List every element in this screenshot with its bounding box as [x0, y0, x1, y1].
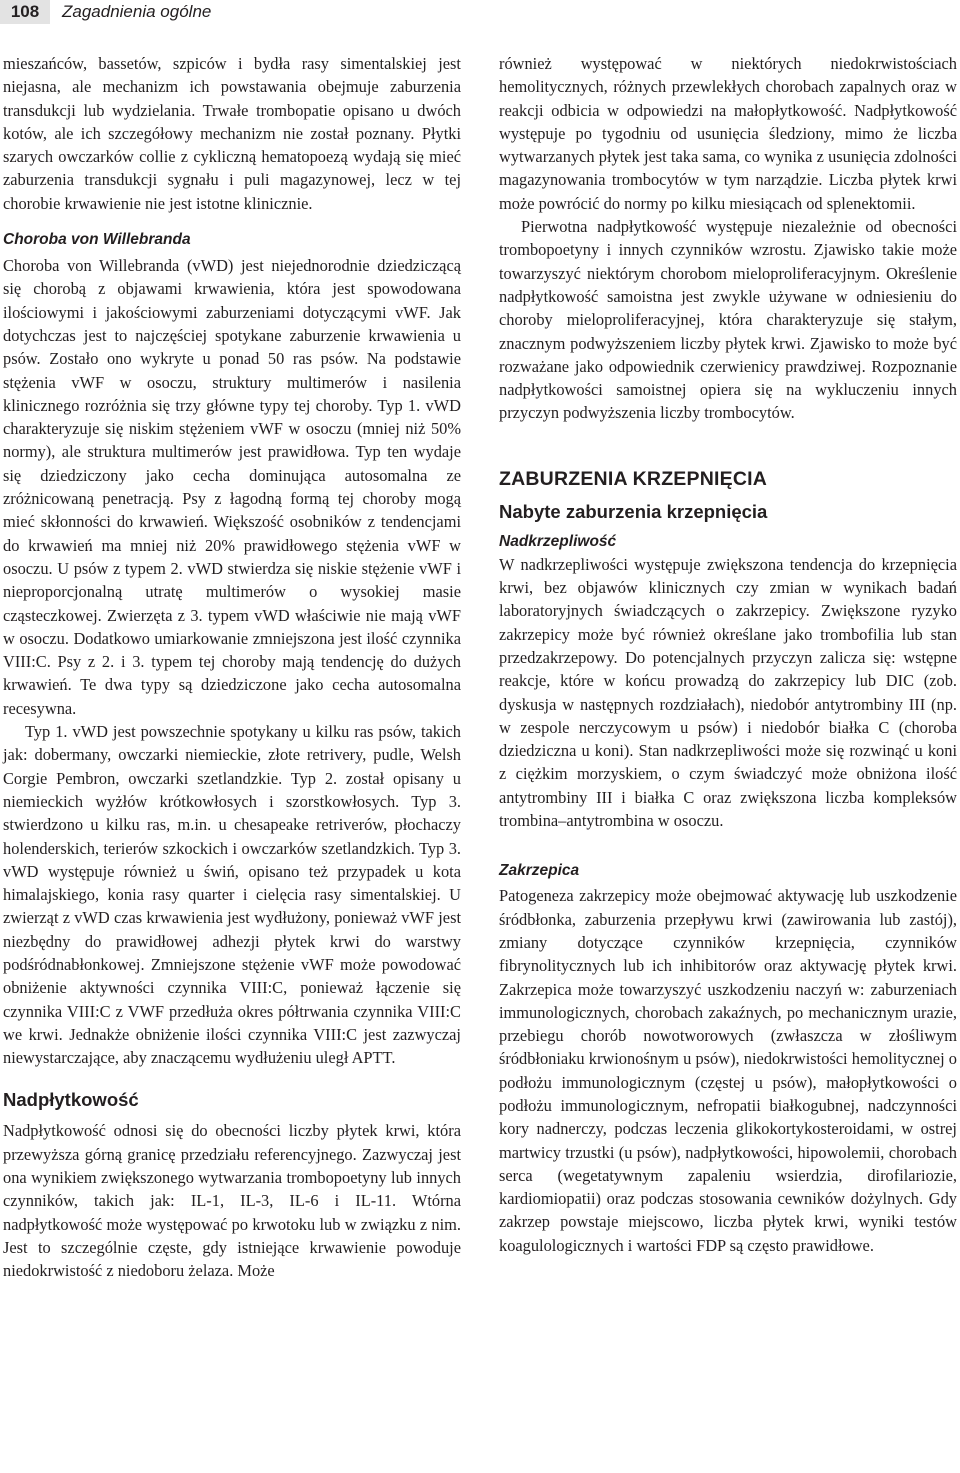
section-heading-nadplytkowosc: Nadpłytkowość — [3, 1089, 139, 1111]
paragraph: Patogeneza zakrzepicy może obejmować aktywację lub uszkodzenie śródbłonka, zaburzenia przepływu krwi (zawirowania lub zastój), zmiany dotyczące czynników krzepnięcia, czynników fibrynolitycznych lub ich inhibitorów oraz aktywację płytek krwi. Zakrzepica może towarzyszyć uszkodzeniu naczyń w: zaburzeniach immunologicznych, chorobach zakaźnych, po mechanicznym urazie, przebiegu chorób nowotworowych (zwłaszcza w złośliwym śródbłoniaku krwionośnym u psów), niedokrwistości hemolitycznej o podłożu immunologicznym (częstej u psów), małopłytkowości o podłożu immunologicznym, nefropatii białkogubnej, nadczynności kory nadnerczy, podczas leczenia glikokortykosteroidami, w ostrej martwicy trzustki (u psów), nadpłytkowości, hipowolemii, chorobach serca (wegetatywnym zapaleniu wsierdzia, dirofilariozie, kardiomiopatii) oraz podczas stosowania cewników dożylnych. Gdy zakrzep powstaje miejscowo, liczba płytek krwi, wyniki testów koagulologicznych i wartości FDP są często prawidłowe. — [499, 886, 957, 1255]
left-column — [3, 52, 461, 1283]
paragraph: mieszańców, bassetów, szpiców i bydła rasy simentalskiej jest niejasna, ale mechanizm ich powstawania obejmuje zaburzenia transdukcji lub wydzielania. Trwałe trombopatie opisano u dwóch kotów, ale ich szczegółowy mechanizm nie został poznany. Płytki szarych owczarków collie z cykliczną hematopoezą wydają się mieć zaburzenia transdukcji sygnału i puli magazynowej, lecz w tej chorobie krwawienie nie jest istotne klinicznie. — [3, 54, 461, 213]
section-heading-vwd: Choroba von Willebranda — [3, 231, 191, 249]
section-heading-nadkrzepliwosc: Nadkrzepliwość — [499, 532, 617, 550]
paragraph: Choroba von Willebranda (vWD) jest niejednorodnie dziedziczącą się chorobą z objawami krwawienia, która jest spowodowana ilościowymi i jakościowymi zaburzeniami dotyczącymi vWF. Jak dotychczas jest to najczęściej spotykane zaburzenie krwawienia u psów. Zostało ono wykryte u ponad 50 ras psów. Na podstawie stężenia vWF w osoczu, struktury multimerów i nasilenia klinicznego rozróżnia się trzy główne typy tej choroby. Typ 1. vWD charakteryzuje się niskim stężeniem vWF w osoczu (mniej niż 50% normy), ale struktura multimerów jest prawidłowa. Typ ten wydaje się dziedziczony jako cecha dominująca autosomalna ze zróżnicowaną penetracją. Psy z łagodną formą tej choroby mogą mieć skłonności do krwawień. Większość osobników z tendencjami do krwawień ma mniej niż 20% prawidłowego stężenia vWF w osoczu. U psów z typem 2. vWD stwierdza się niskie stężenie vWF i nieproporcjonalną utratę multimerów o wysokiej masie cząsteczkowej. Zwierzęta z 3. typem vWD właściwie nie mają vWF w osoczu. Dodatkowo umiarkowanie zmniejszona jest ilość czynnika VIII:C. Psy z 2. i 3. typem tej choroby mają tendencję do dużych krwawień. Te dwa typy są dziedziczone jako cecha autosomalna recesywna. — [3, 256, 461, 718]
running-head: Zagadnienia ogólne — [62, 2, 212, 21]
chapter-heading: ZABURZENIA KRZEPNIĘCIA — [499, 467, 768, 490]
paragraph: Pierwotna nadpłytkowość występuje niezależnie od obecności trombopoetyny i innych czynników wzrostu. Zjawisko takie może towarzyszyć niektórym chorobom mieloproliferacyjnym. Określenie nadpłytkowość samoistna jest zwykle używane w odniesieniu do choroby mieloproliferacyjnej, która charakteryzuje się stałym, znacznym podwyższeniem liczby płytek krwi. Zjawisko to może być rozważane jako odpowiednik czerwienicy prawdziwej. Rozpoznanie nadpłytkowości samoistnej opiera się na wykluczeniu innych przyczyn podwyższenia liczby trombocytów. — [499, 217, 957, 423]
right-column — [499, 52, 957, 1257]
subsection-heading: Nabyte zaburzenia krzepnięcia — [499, 500, 768, 522]
page-header — [0, 0, 960, 30]
section-heading-zakrzepica: Zakrzepica — [499, 862, 580, 880]
paragraph: W nadkrzepliwości występuje zwiększona tendencja do krzepnięcia krwi, bez objawów klinicznych czy zmian w wynikach badań laboratoryjnych świadczących o zakrzepicy. Zwiększone ryzyko zakrzepicy może być również określane jako trombofilia lub stan przedzakrzepowy. Do potencjalnych przyczyn zalicza się: wstępne reakcje, które w końcu prowadzą do zakrzepicy lub DIC (zob. dyskusja w następnych rozdziałach), niedobór antytrombiny III (np. w zespole nerczycowym u psów) i niedobór białka C (choroba dziedziczna u koni). Stan nadkrzepliwości może się rozwinąć u koni z ciężkim morzyskiem, o czym świadczyć może obniżona ilość antytrombiny III i białka C oraz zwiększona liczba kompleksów trombina–antytrombina w osoczu. — [499, 554, 957, 831]
paragraph: Nadpłytkowość odnosi się do obecności liczby płytek krwi, która przewyższa górną granicę przedziału referencyjnego. Zazwyczaj jest ona wynikiem zwiększonego wytwarzania trombopoetyny lub innych czynników, takich jak: IL-1, IL-3, IL-6 i IL-11. Wtórna nadpłytkowość może występować po krwotoku lub w związku z nim. Jest to szczególnie częste, gdy istniejące krwawienie powoduje niedokrwistość z niedoboru żelaza. Może — [3, 1121, 461, 1281]
paragraph: Typ 1. vWD jest powszechnie spotykany u kilku ras psów, takich jak: dobermany, owczarki niemieckie, złote retrivery, pudle, Welsh Corgie Pembron, owczarki szetlandzkie. Typ 2. został opisany u niemieckich wyżłów krótkowłosych i szorstkowłosych. Typ 3. stwierdzono u kilku ras, m.in. u chesapeake retriverów, płochaczy holenderskich, terierów szkockich i owczarków szetlandzkich. Typ 3. vWD występuje również u świń, opisano też przypadek u kota himalajskiego, konia rasy quarter i cielęcia rasy simentalskiej. U zwierząt z vWD czas krwawienia jest wydłużony, ponieważ vWF jest niezbędny do prawidłowej adhezji płytek krwi do warstwy podśródnabłonkowej. Zmniejszone stężenie vWF może powodować obniżenie aktywności czynnika VIII:C, ponieważ łączenie się czynnika VIII:C z VWF przedłuża okres półtrwania czynnika VIII:C we krwi. Jednakże obniżenie ilości czynnika VIII:C jest zazwyczaj niewystarczające, aby znaczącemu wydłużeniu uległ APTT. — [3, 722, 461, 1068]
page-number: 108 — [0, 0, 50, 24]
paragraph: również występować w niektórych niedokrwistościach hemolitycznych, różnych przewlekłych chorobach zapalnych oraz w reakcji odbicia w odpowiedzi na małopłytkowość. Nadpłytkowość występuje po tygodniu od usunięcia śledziony, mimo że liczba wytwarzanych płytek jest taka sama, co wynika z usunięcia zdolności magazynowania trombocytów w tym narządzie. Liczba płytek krwi może powrócić do normy po kilku miesiącach od splenektomii. — [499, 54, 957, 213]
